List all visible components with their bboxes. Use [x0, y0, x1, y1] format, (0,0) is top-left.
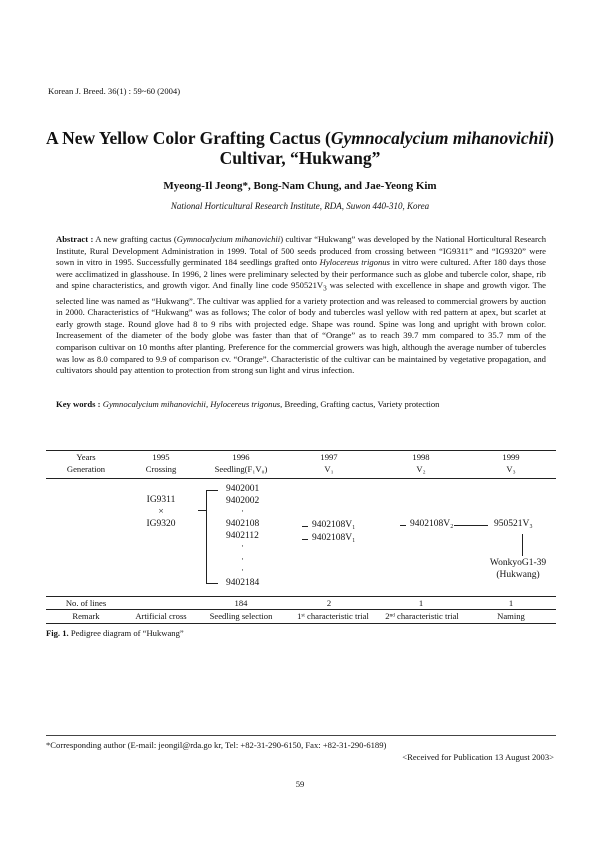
keywords-label: Key words : — [56, 399, 101, 409]
remark-row-top-rule — [46, 609, 556, 610]
page-number: 59 — [295, 779, 305, 789]
seedling-line: 9402184 — [226, 578, 260, 588]
abstract — [56, 234, 546, 377]
year-cell: 1999 — [502, 452, 520, 462]
lines-cell: 1 — [508, 598, 514, 608]
remark-cell: Seedling selection — [209, 611, 273, 621]
generation-cell: V₂ — [416, 464, 426, 474]
final-line-code: WonkyoG1-39 — [489, 558, 547, 568]
abstract-subscript: 3 — [323, 285, 327, 294]
keywords-rest: , Breeding, Grafting cactus, Variety protection — [280, 399, 440, 409]
header-bottom-rule — [46, 478, 556, 479]
keywords-species: Gymnocalycium mihanovichii, Hylocereus trigonus — [100, 399, 281, 409]
seedling-line: 9402002 — [226, 496, 260, 506]
title-part-1: A New Yellow Color Grafting Cactus ( — [46, 128, 331, 148]
remark-cell: 2ⁿᵈ characteristic trial — [385, 611, 459, 621]
connector-line — [302, 526, 308, 527]
seedling-line: 9402001 — [226, 484, 260, 494]
bracket-line — [206, 490, 207, 583]
v2-line: 9402108V₂ — [410, 519, 454, 529]
remark-label: Remark — [72, 611, 100, 621]
figure-label: Fig. 1. — [46, 628, 69, 638]
title-part-2: ) — [548, 128, 554, 148]
connector-line — [302, 539, 308, 540]
connector-line — [400, 525, 406, 526]
generation-cell: Crossing — [145, 464, 177, 474]
cross-symbol: × — [158, 507, 164, 517]
year-cell: 1995 — [152, 452, 170, 462]
figure-caption — [46, 628, 184, 638]
connector-line — [206, 490, 218, 491]
parent-1: IG9311 — [146, 495, 176, 505]
year-cell: 1996 — [232, 452, 250, 462]
connector-line — [206, 583, 218, 584]
seedling-line: 9402112 — [226, 531, 259, 541]
authors: Myeong-Il Jeong*, Bong-Nam Chung, and Jae-Yeong Kim — [163, 180, 437, 192]
lines-label: No. of lines — [65, 598, 107, 608]
remark-cell: Artificial cross — [135, 611, 187, 621]
lines-row-top-rule — [46, 596, 556, 597]
generation-label: Generation — [66, 464, 106, 474]
generation-cell: Seedling(F₁V₀) — [214, 464, 268, 474]
abstract-label: Abstract : — [56, 234, 94, 244]
lines-cell: 1 — [418, 598, 424, 608]
ellipsis-dot: · — [241, 541, 244, 551]
year-cell: 1997 — [320, 452, 338, 462]
final-cultivar-name: (Hukwang) — [496, 570, 540, 580]
v1-line: 9402108V₁ — [312, 533, 356, 543]
pedigree-diagram — [46, 450, 556, 625]
ellipsis-dot: · — [241, 554, 244, 564]
seedling-line: 9402108 — [226, 519, 260, 529]
title-line-2: Cultivar, “Hukwang” — [219, 148, 381, 168]
abstract-species-2: Hylocereus trigonus — [319, 257, 390, 268]
title-species: Gymnocalycium mihanovichii — [330, 128, 549, 148]
table-top-rule — [46, 450, 556, 451]
ellipsis-dot: · — [241, 565, 244, 575]
connector-line — [198, 510, 206, 511]
abstract-text-3: in vitro were cultured. After 180 days those were acclimatized in glasshouse. In 1996, 2 lines were preliminary selected by their performance such as globe and tubercle color, shape, rib and spine characteristics, and growth vigor. And finally line code 950521V — [56, 257, 546, 291]
abstract-species-1: Gymnocalycium mihanovichii — [176, 234, 281, 244]
lines-cell: 2 — [326, 598, 332, 608]
footnote-rule — [46, 735, 556, 736]
v1-line: 9402108V₁ — [312, 520, 356, 530]
received-date: <Received for Publication 13 August 2003> — [402, 752, 554, 762]
corresponding-author-footnote: *Corresponding author (E-mail: jeongil@rda.go kr, Tel: +82-31-290-6150, Fax: +82-31-290-6189) — [46, 740, 387, 750]
abstract-text-2: ) cultivar “Hukwang” was developed by the National Horticultural Research Institute, Rural Development Administration in 1999. Total of 500 seeds produced from crossing between “IG9311” and “IG9320” were sown in vitro in 1995. Successfully germinated 184 seedlings grafted onto — [56, 234, 547, 268]
years-label: Years — [76, 452, 96, 462]
journal-reference: Korean J. Breed. 36(1) : 59~60 (2004) — [48, 86, 181, 96]
remark-cell: Naming — [497, 611, 525, 621]
abstract-text-1: A new grafting cactus ( — [93, 234, 177, 244]
abstract-text-4: was selected with excellence in shape and growth vigor. The selected line was named as “Hukwang”. The cultivar was applied for a variety protection and was released to commercial growers by auction in 2000. Characteristics of “Hukwang” was as follows; The color of body and tubercles wasl yellow with red pattern at apex, but scarlet at early growth stage. Round glove had 8 to 9 ribs with projected edge. Shape was round. Spine was long and upright with brown color. Increasement of the diameter of the body globe was faster than that of “Orange” as to reach 39.7 mm compared to 35.7 mm of the comparison cultivar on 10 months after planting. Preference for the commercial growers was high, although the average number of tubercles was low as 8.0 compared to 9.9 of comparison cv. “Orange”. Characteristic of the cultivar can be maintained by vegetative propagation, and cultivators should pay attention to protection from strong sun light and virus infection. — [56, 280, 546, 376]
figure-caption-text: Pedigree diagram of “Hukwang” — [68, 628, 184, 638]
keywords — [56, 399, 546, 409]
connector-line — [454, 525, 488, 526]
table-bottom-rule — [46, 623, 556, 624]
lines-cell: 184 — [234, 598, 248, 608]
paper-title — [0, 128, 600, 168]
remark-cell: 1ˢᵗ characteristic trial — [297, 611, 369, 621]
connector-line — [522, 534, 523, 556]
generation-cell: V₃ — [506, 464, 516, 474]
parent-2: IG9320 — [146, 519, 176, 529]
generation-cell: V₁ — [324, 464, 334, 474]
v3-line: 950521V₃ — [494, 519, 533, 529]
ellipsis-dot: · — [241, 506, 244, 516]
year-cell: 1998 — [412, 452, 430, 462]
affiliation: National Horticultural Research Institute, RDA, Suwon 440-310, Korea — [170, 201, 430, 211]
